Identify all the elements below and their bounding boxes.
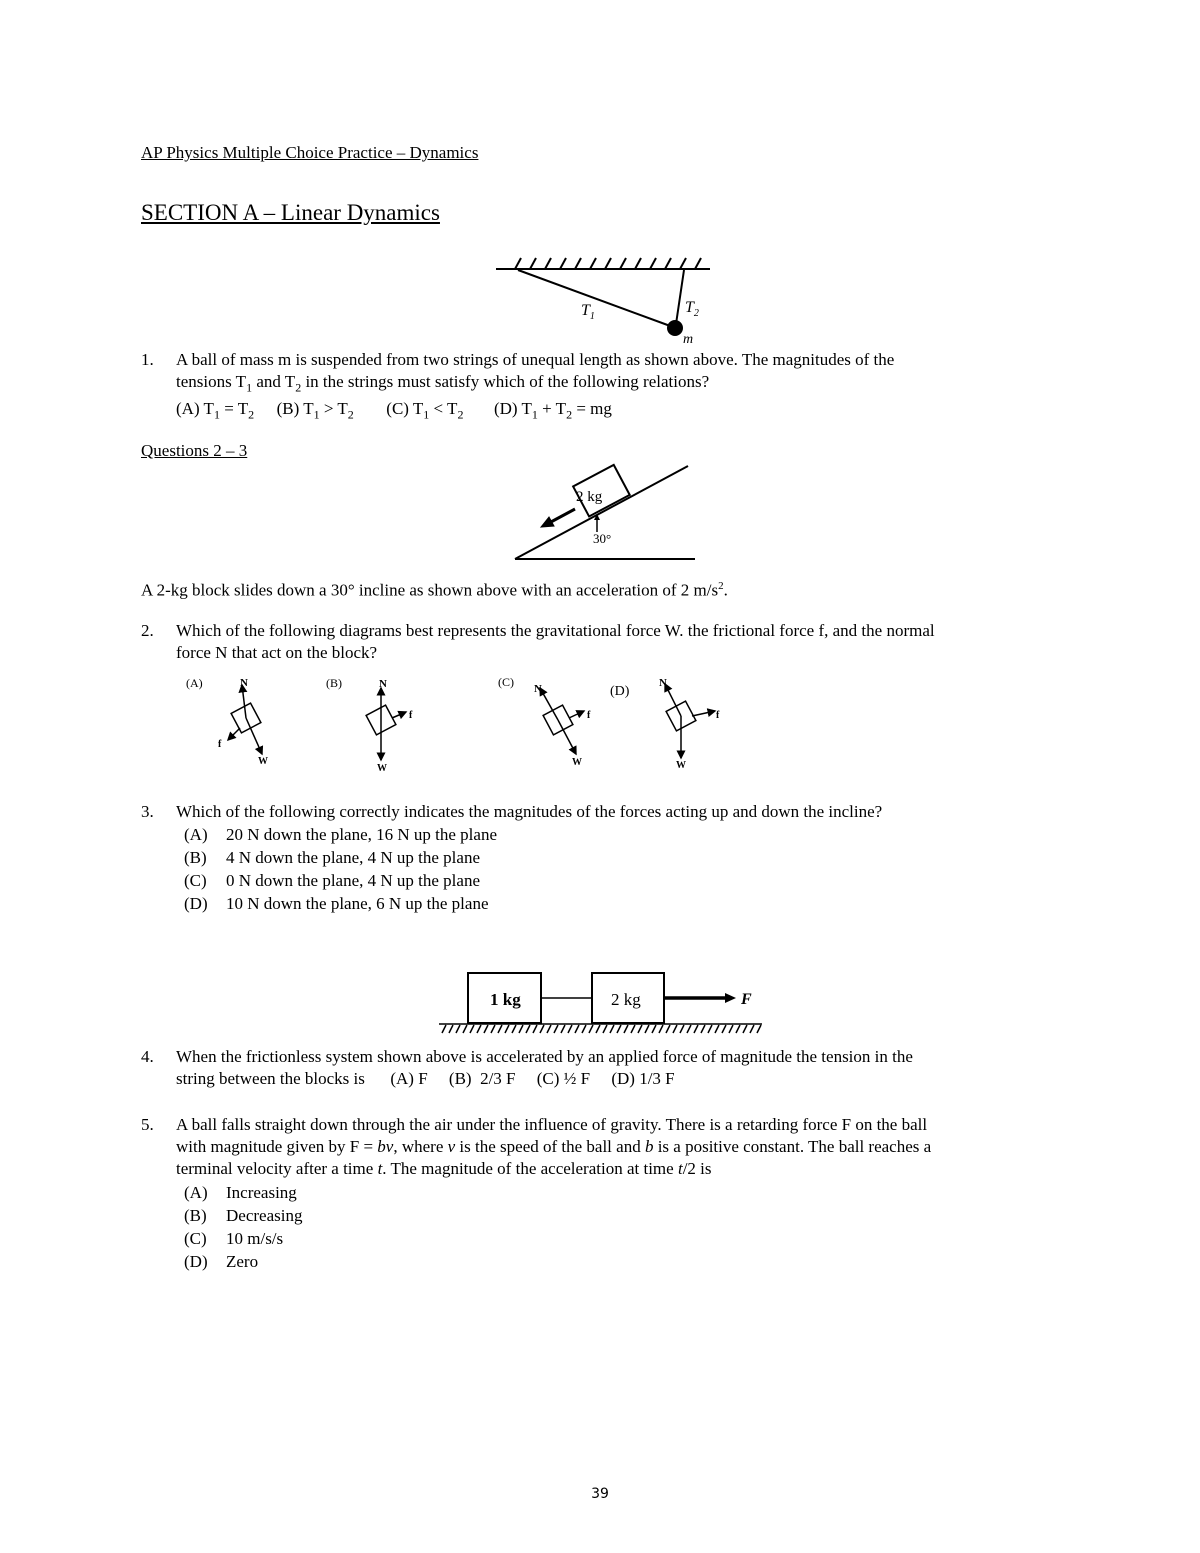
svg-text:2 kg: 2 kg	[611, 990, 641, 1009]
q4-number: 4.	[141, 1047, 154, 1066]
q5-option-d[interactable]: (D) Zero	[184, 1252, 259, 1271]
diagram-b[interactable]	[326, 676, 413, 774]
q5-option-c[interactable]: (C) 10 m/s/s	[184, 1229, 284, 1248]
svg-text:(D): (D)	[610, 684, 630, 699]
q2-line2: force N that act on the block?	[176, 643, 378, 662]
motion-arrow	[541, 509, 575, 527]
svg-text:N: N	[379, 678, 387, 690]
q4-text	[176, 1046, 913, 1090]
q3-option-c[interactable]: (C) 0 N down the plane, 4 N up the plane	[184, 871, 480, 890]
svg-text:W: W	[258, 756, 268, 767]
q1-choice-c[interactable]: (C) $T_1 < T_2$	[386, 399, 464, 422]
diagram-c[interactable]	[498, 675, 591, 768]
mass-label: m	[683, 332, 694, 347]
svg-text:N: N	[240, 677, 248, 689]
q1-line2: tensions $T_1$ and $T_2$ in the strings must satisfy which of the following relations?	[176, 372, 710, 395]
q5-option-a[interactable]: (A) Increasing	[184, 1183, 297, 1202]
svg-text:W: W	[572, 757, 582, 768]
svg-text:(B): (B)	[326, 676, 342, 690]
q5-number: 5.	[141, 1115, 154, 1134]
q3-text	[176, 801, 882, 823]
q1-text	[176, 349, 894, 426]
svg-text:f: f	[409, 710, 413, 721]
t2-label: $T_2$	[685, 299, 699, 319]
q2-text	[176, 620, 935, 664]
q5-text	[176, 1114, 931, 1180]
force-label: F	[741, 991, 752, 1008]
q1-line1: A ball of mass m is suspended from two strings of unequal length as shown above. The magnitudes of the	[176, 350, 895, 369]
q5-line2: with magnitude given by F = bv, where v is the speed of the ball and b is a positive constant. The ball reaches a	[176, 1137, 932, 1156]
svg-text:f: f	[716, 710, 720, 721]
q1-choice-b[interactable]: (B) $T_1 > T_2$	[276, 399, 354, 422]
svg-text:(A): (A)	[186, 676, 203, 690]
diagram-d[interactable]	[610, 677, 720, 771]
svg-text:f: f	[218, 739, 222, 750]
svg-text:1 kg: 1 kg	[490, 990, 521, 1009]
intro-2-3: A 2-kg block slides down a 30° incline as shown above with an acceleration of 2 $m/s^2$.	[141, 580, 728, 600]
t1-label: $T_1$	[581, 302, 595, 322]
q2-line1: Which of the following diagrams best represents the gravitational force W. the frictional force f, and the normal	[176, 621, 935, 640]
floor	[439, 1024, 762, 1033]
q5-line1: A ball falls straight down through the air under the influence of gravity. There is a retarding force F on the ball	[176, 1115, 928, 1134]
ball	[667, 320, 683, 336]
q1-choices	[176, 398, 894, 425]
svg-text:N: N	[534, 683, 542, 695]
svg-text:N: N	[659, 677, 667, 689]
q3-number: 3.	[141, 802, 154, 821]
q4-line2: string between the blocks is (A) F (B) 2/3 F (C) ½ F (D) 1/3 F	[176, 1069, 675, 1088]
string-t1	[518, 270, 673, 327]
q5-option-b[interactable]: (B) Decreasing	[184, 1206, 303, 1225]
figure-two-blocks	[436, 965, 766, 1035]
figure-ball-two-strings	[490, 250, 730, 350]
q4-line1: When the frictionless system shown above is accelerated by an applied force of magnitude the tension in the	[176, 1047, 913, 1066]
q2-number: 2.	[141, 621, 154, 640]
group-heading-2-3: Questions 2 – 3	[141, 441, 248, 460]
figure-incline	[505, 462, 705, 564]
force-diagrams	[180, 672, 740, 777]
q1-choice-d[interactable]: (D) $T_1 + T_2$ = mg	[493, 399, 612, 422]
q1-choice-a[interactable]: (A) $T_1 = T_2$	[176, 399, 255, 422]
ceiling	[496, 258, 710, 269]
svg-text:W: W	[377, 763, 387, 774]
block-mass-label: 2 kg	[576, 489, 603, 505]
q5-line3: terminal velocity after a time t. The magnitude of the acceleration at time t/2 is	[176, 1159, 712, 1178]
string-t2	[676, 270, 684, 324]
svg-text:(C): (C)	[498, 675, 514, 689]
page-number: 39	[591, 1486, 609, 1502]
diagram-a[interactable]	[186, 676, 268, 767]
q3-option-b[interactable]: (B) 4 N down the plane, 4 N up the plane	[184, 848, 480, 867]
svg-text:W: W	[676, 760, 686, 771]
q3-line1: Which of the following correctly indicates the magnitudes of the forces acting up and down the incline?	[176, 802, 883, 821]
section-title: SECTION A – Linear Dynamics	[141, 200, 440, 225]
q1-number: 1.	[141, 350, 154, 369]
q3-option-a[interactable]: (A) 20 N down the plane, 16 N up the plane	[184, 825, 497, 844]
q3-option-d[interactable]: (D) 10 N down the plane, 6 N up the plane	[184, 894, 489, 913]
page-header: AP Physics Multiple Choice Practice – Dynamics	[141, 143, 479, 162]
svg-text:f: f	[587, 710, 591, 721]
angle-label: 30°	[593, 531, 612, 546]
